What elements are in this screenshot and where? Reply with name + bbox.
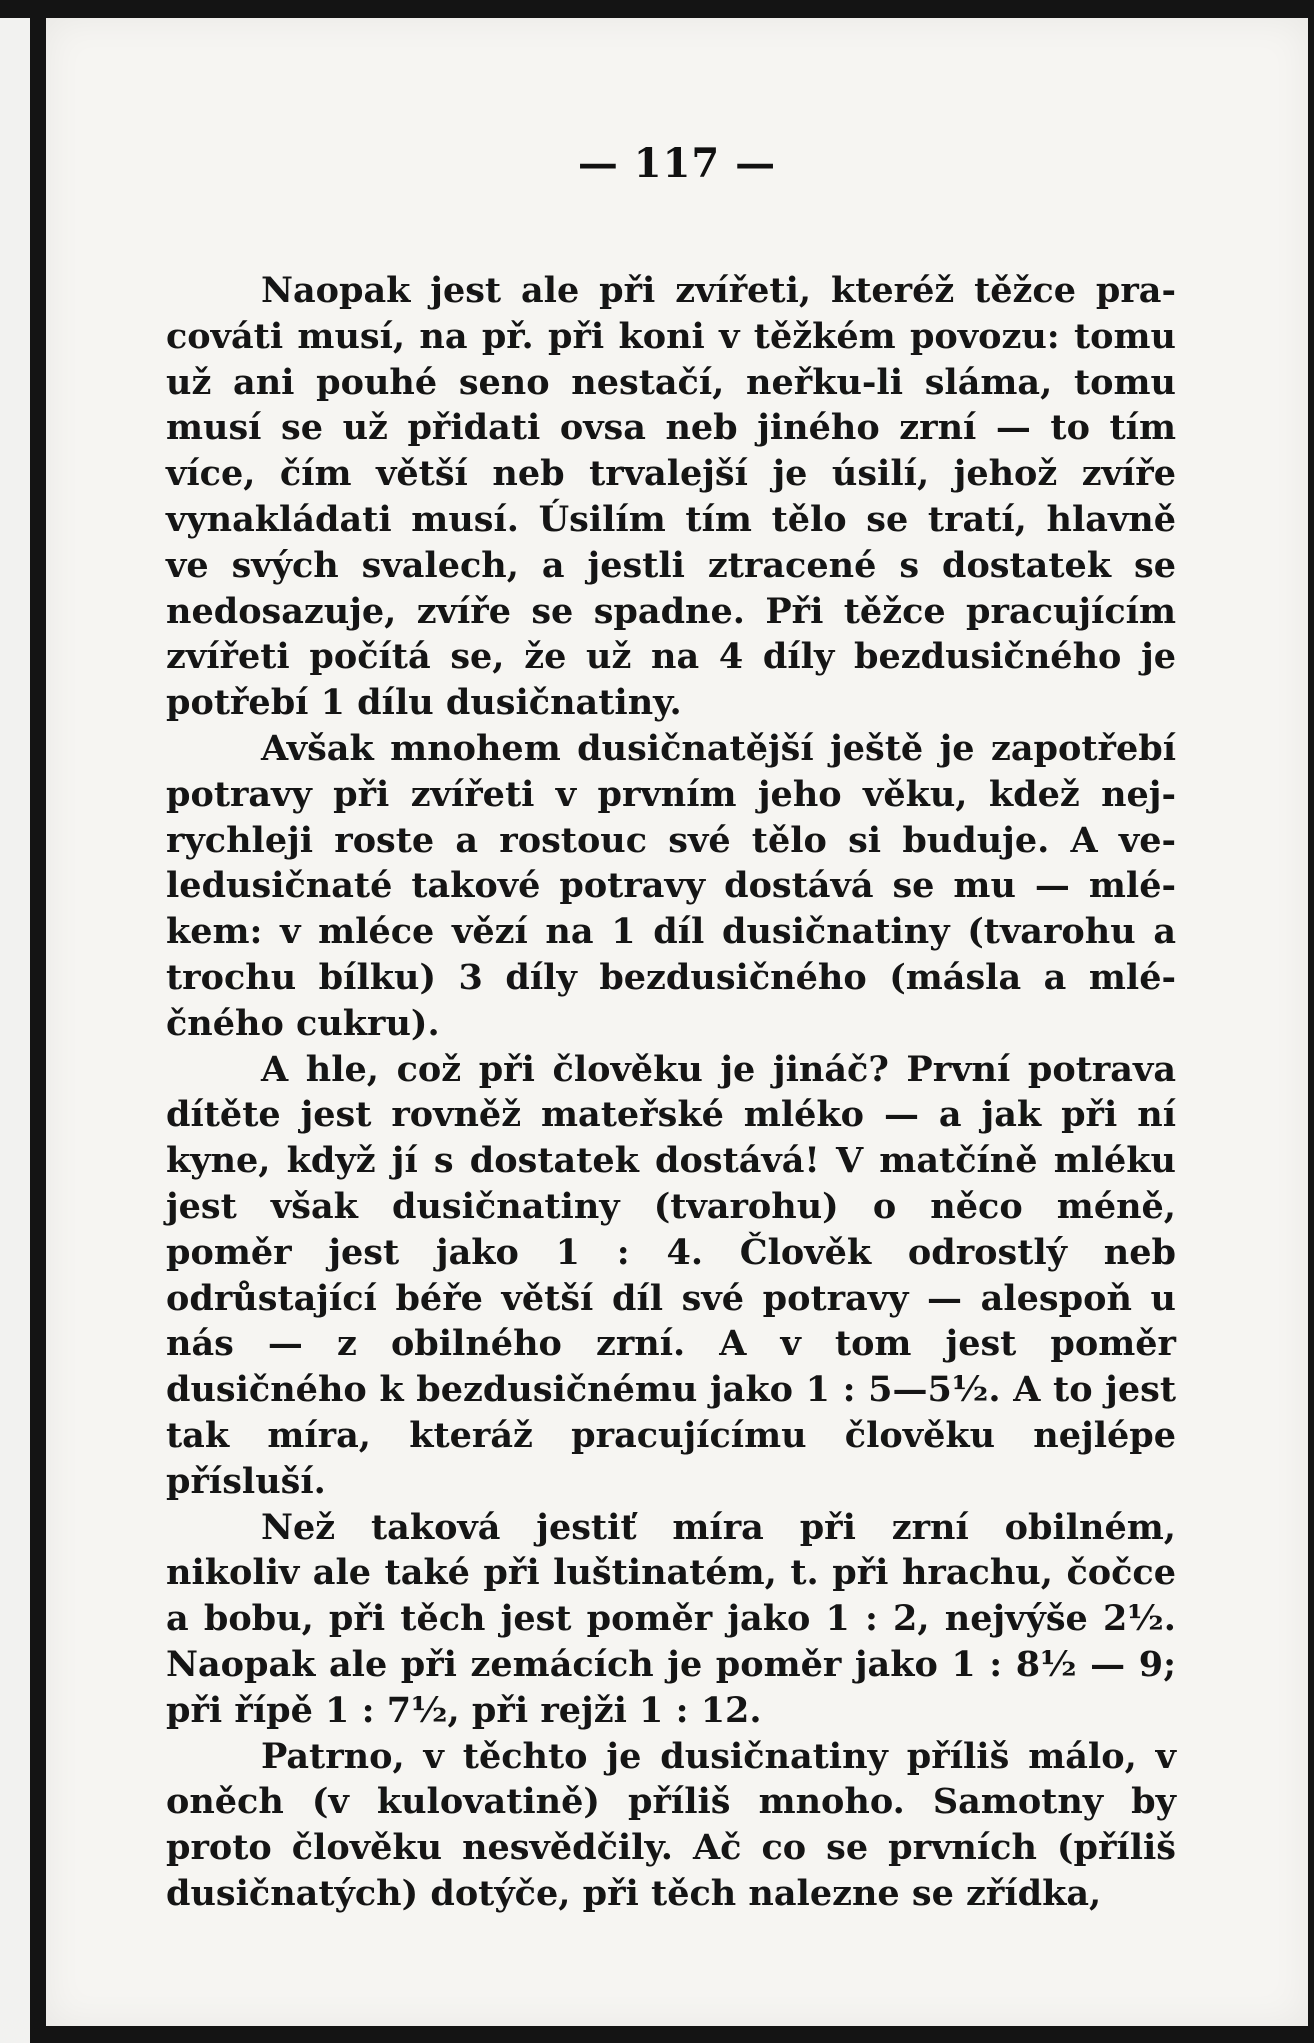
body-text — [166, 268, 1176, 1917]
paragraph-2: Avšak mnohem dusičnatější ještě je zapotřebí potravy při zvířeti v prvním jeho věku, kdež nejrychleji roste a rostouc své tělo si buduje. A veledusičnaté takové potravy dostává se mu — mlékem: v mléce vězí na 1 díl dusičnatiny (tvarohu a trochu bílku) 3 díly bezdusičného (másla a mléčného cukru). — [166, 727, 1176, 1044]
paragraph-4: Než taková jestiť míra při zrní obilném, nikoliv ale také při luštinatém, t. při hrachu, čočce a bobu, při těch jest poměr jako 1 : 2, nejvýše 2½. Naopak ale při zemácích je poměr jako 1 : 8½ — 9; při řípě 1 : 7½, při rejži 1 : 12. — [166, 1506, 1176, 1731]
paragraph-5: Patrno, v těchto je dusičnatiny příliš málo, v oněch (v kulovatině) příliš mnoho. Samotny by proto člověku nesvědčily. Ač co se prvních (příliš dusičnatých) dotýče, při těch nalezne se zřídka, — [166, 1735, 1176, 1914]
previous-page-edge — [0, 18, 30, 2043]
book-page — [46, 18, 1308, 2026]
paragraph-3: A hle, což při člověku je jináč? První potrava dítěte jest rovněž mateřské mléko — a jak při ní kyne, když jí s dostatek dostává! V matčíně mléku jest však dusičnatiny (tvarohu) o něco méně, poměr jest jako 1 : 4. Člověk odrostlý neb odrůstající béře větší díl své potravy — alespoň u nás — z obilného zrní. A v tom jest poměr dusičného k bezdusičnému jako 1 : 5—5½. A to jest tak míra, kteráž pracujícímu člověku nejlépe přísluší. — [166, 1048, 1176, 1502]
paragraph-1: Naopak jest ale při zvířeti, kteréž těžce pracováti musí, na př. při koni v těžkém povozu: tomu už ani pouhé seno nestačí, neřku-li sláma, tomu musí se už přidati ovsa neb jiného zrní — to tím více, čím větší neb trvalejší je úsilí, jehož zvíře vynakládati musí. Úsilím tím tělo se tratí, hlavně ve svých svalech, a jestli ztracené s dostatek se nedosazuje, zvíře se spadne. Při těžce pracujícím zvířeti počítá se, že už na 4 díly bezdusičného je potřebí 1 dílu dusičnatiny. — [166, 270, 1176, 724]
page-number: — 117 — — [577, 140, 777, 187]
